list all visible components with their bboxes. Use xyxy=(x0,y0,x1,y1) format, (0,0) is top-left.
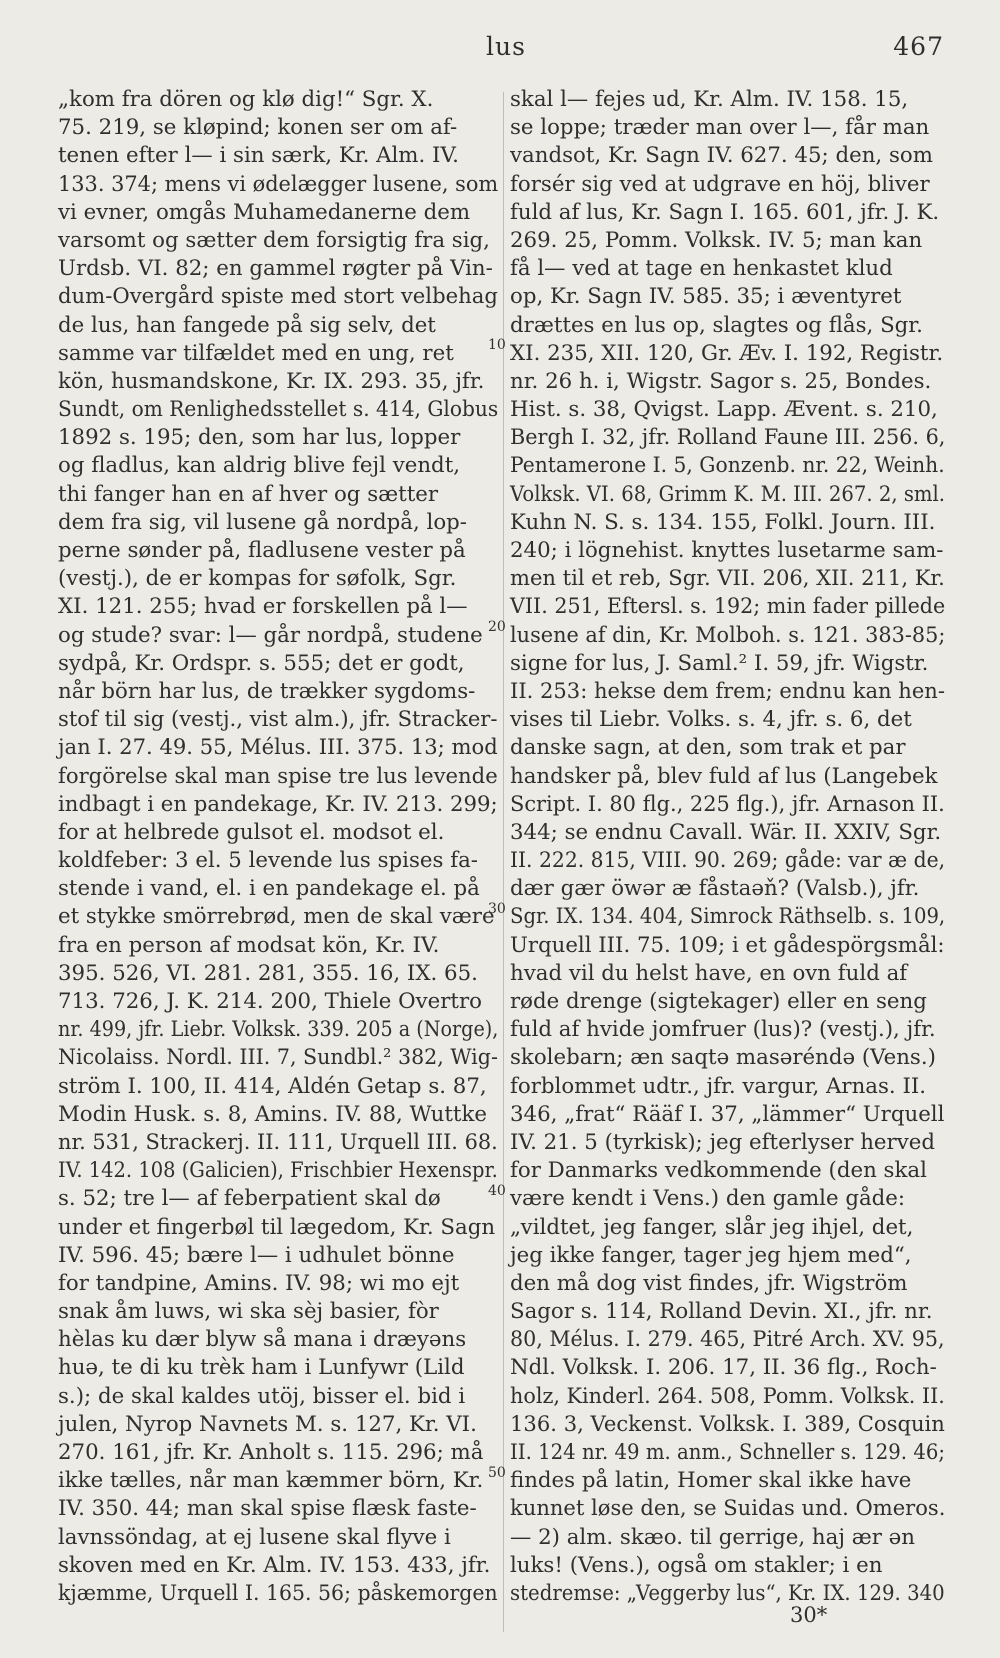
left-column xyxy=(58,86,498,1608)
text-line: 395. 526, VI. 281. 281, 355. 16, IX. 65. xyxy=(58,960,478,986)
text-line: Sundt, om Renlighedsstellet s. 414, Globus xyxy=(58,397,499,423)
text-line: 75. 219, se kløpind; konen ser om af- xyxy=(58,115,458,141)
text-line: Modin Husk. s. 8, Amins. IV. 88, Wuttke xyxy=(58,1101,487,1127)
text-line: jeg ikke fanger, tager jeg hjem med“, xyxy=(510,1242,912,1268)
text-line: holz, Kinderl. 264. 508, Pomm. Volksk. II. xyxy=(510,1383,945,1409)
text-line: 80, Mélus. I. 279. 465, Pitré Arch. XV. 95, xyxy=(510,1327,945,1353)
text-line: forgörelse skal man spise tre lus levende xyxy=(58,763,498,789)
text-line: kunnet løse den, se Suidas und. Omeros. xyxy=(510,1496,946,1522)
text-line: dem fra sig, vil lusene gå nordpå, lop- xyxy=(58,509,467,535)
text-line: huə, te di ku trèk ham i Lunfywr (Lild xyxy=(58,1355,465,1381)
text-line: fra en person af modsat kön, Kr. IV. xyxy=(58,932,440,958)
text-line: IV. 350. 44; man skal spise flæsk faste- xyxy=(58,1496,477,1522)
line-number-30: 30 xyxy=(488,901,506,917)
text-line: 270. 161, jfr. Kr. Anholt s. 115. 296; må xyxy=(58,1440,484,1465)
text-line: lusene af din, Kr. Molboh. s. 121. 383-85; xyxy=(510,622,946,648)
text-line: indbagt i en pandekage, Kr. IV. 213. 299; xyxy=(58,791,498,817)
text-line: dær gær öwər æ fåstaəň? (Valsb.), jfr. xyxy=(510,876,920,902)
text-line: nr. 499, jfr. Liebr. Volksk. 339. 205 a (Norge), xyxy=(58,1017,499,1043)
text-line: 344; se endnu Cavall. Wär. II. XXIV, Sgr. xyxy=(510,819,942,845)
text-line: Nicolaiss. Nordl. III. 7, Sundbl.² 382, Wig- xyxy=(58,1045,498,1071)
text-line: for Danmarks vedkommende (den skal xyxy=(510,1158,927,1184)
text-line: op, Kr. Sagn IV. 585. 35; i æventyret xyxy=(510,284,902,310)
page-number: 467 xyxy=(893,32,944,61)
text-line: 136. 3, Veckenst. Volksk. I. 389, Cosquin xyxy=(510,1411,945,1437)
text-line: de lus, han fangede på sig selv, det xyxy=(58,312,436,338)
text-line: IV. 142. 108 (Galicien), Frischbier Hexenspr. xyxy=(58,1158,498,1184)
text-line: under et fingerbøl til lægedom, Kr. Sagn xyxy=(58,1214,496,1240)
text-line: Script. I. 80 flg., 225 flg.), jfr. Arnason II. xyxy=(510,791,945,817)
text-line: signe for lus, J. Saml.² I. 59, jfr. Wigstr. xyxy=(510,650,929,676)
text-line: for tandpine, Amins. IV. 98; wi mo ejt xyxy=(58,1270,460,1296)
text-line: XI. 235, XII. 120, Gr. Æv. I. 192, Registr. xyxy=(510,340,944,366)
text-line: snak åm luws, wi ska sèj basier, fòr xyxy=(58,1299,439,1325)
text-line: danske sagn, at den, som trak et par xyxy=(510,735,906,761)
text-line: koldfeber: 3 el. 5 levende lus spises fa- xyxy=(58,848,478,874)
text-line: for at helbrede gulsot el. modsot el. xyxy=(58,819,445,845)
text-line: (vestj.), de er kompas for søfolk, Sgr. xyxy=(58,566,457,592)
text-line: og stude? svar: l— går nordpå, studene xyxy=(58,622,483,648)
text-line: skoven med en Kr. Alm. IV. 153. 433, jfr. xyxy=(58,1552,491,1578)
text-line: lavnssöndag, at ej lusene skal flyve i xyxy=(58,1524,451,1550)
text-line: Urdsb. VI. 82; en gammel røgter på Vin- xyxy=(58,256,493,282)
text-line: luks! (Vens.), også om stakler; i en xyxy=(510,1552,883,1578)
text-line: 133. 374; mens vi ødelægger lusene, som xyxy=(58,171,499,197)
line-number-10: 10 xyxy=(488,337,506,353)
text-line: XI. 121. 255; hvad er forskellen på l— xyxy=(58,594,468,620)
text-line: ikke tælles, når man kæmmer börn, Kr. xyxy=(58,1468,484,1494)
text-line: skal l— fejes ud, Kr. Alm. IV. 158. 15, xyxy=(510,87,909,112)
text-line: julen, Nyrop Navnets M. s. 127, Kr. VI. xyxy=(58,1411,477,1437)
text-line: IV. 21. 5 (tyrkisk); jeg efterlyser herved xyxy=(510,1129,935,1155)
text-line: stedremse: „Veggerby lus“, Kr. IX. 129. 340 xyxy=(510,1580,945,1606)
text-line: — 2) alm. skæo. til gerrige, haj ær ən xyxy=(510,1524,915,1550)
line-number-50: 50 xyxy=(488,1465,506,1481)
text-line: kön, husmandskone, Kr. IX. 293. 35, jfr. xyxy=(58,368,485,394)
text-line: Volksk. VI. 68, Grimm K. M. III. 267. 2, sml. xyxy=(510,481,946,507)
text-line: hèlas ku dær blyw så mana i dræyəns xyxy=(58,1327,467,1353)
column-divider xyxy=(503,92,504,1632)
text-line: 346, „frat“ Rääf I. 37, „lämmer“ Urquell xyxy=(510,1101,945,1127)
text-line: 713. 726, J. K. 214. 200, Thiele Overtro xyxy=(58,989,482,1014)
text-line: „kom fra dören og klø dig!“ Sgr. X. xyxy=(58,87,434,112)
text-line: 1892 s. 195; den, som har lus, lopper xyxy=(58,425,461,451)
text-line: fuld af hvide jomfruer (lus)? (vestj.), jfr. xyxy=(510,1017,936,1043)
running-head xyxy=(0,32,1000,68)
text-line: sydpå, Kr. Ordspr. s. 555; det er godt, xyxy=(58,650,465,676)
text-line: Ndl. Volksk. I. 206. 17, II. 36 flg., Roch- xyxy=(510,1355,937,1381)
running-head-title: lus xyxy=(486,32,526,61)
text-line: men til et reb, Sgr. VII. 206, XII. 211, Kr. xyxy=(510,566,945,592)
text-line: drættes en lus op, slagtes og flås, Sgr. xyxy=(510,312,923,338)
text-line: II. 124 nr. 49 m. anm., Schneller s. 129. 46; xyxy=(510,1440,946,1465)
text-line: jan I. 27. 49. 55, Mélus. III. 375. 13; mod xyxy=(58,735,498,761)
text-line: når börn har lus, de trækker sygdoms- xyxy=(58,678,476,704)
text-line: vises til Liebr. Volks. s. 4, jfr. s. 6, det xyxy=(510,707,912,733)
text-line: og fladlus, kan aldrig blive fejl vendt, xyxy=(58,453,461,479)
right-column xyxy=(510,86,945,1608)
text-line: 240; i lögnehist. knyttes lusetarme sam- xyxy=(510,538,944,563)
text-line: dum-Overgård spiste med stort velbehag xyxy=(58,284,498,310)
text-line: „vildtet, jeg fanger, slår jeg ihjel, det, xyxy=(510,1214,914,1240)
text-line: vandsot, Kr. Sagn IV. 627. 45; den, som xyxy=(510,143,933,169)
text-line: Pentamerone I. 5, Gonzenb. nr. 22, Weinh. xyxy=(510,453,945,479)
text-line: være kendt i Vens.) den gamle gåde: xyxy=(510,1186,906,1212)
text-line: findes på latin, Homer skal ikke have xyxy=(510,1468,912,1494)
line-number-40: 40 xyxy=(488,1183,506,1199)
text-line: tenen efter l— i sin særk, Kr. Alm. IV. xyxy=(58,143,459,169)
text-line: II. 253: hekse dem frem; endnu kan hen- xyxy=(510,678,945,704)
text-line: Urquell III. 75. 109; i et gådespörgsmål: xyxy=(510,932,945,958)
text-line: Sgr. IX. 134. 404, Simrock Räthselb. s. 109, xyxy=(510,904,946,930)
text-line: s. 52; tre l— af feberpatient skal dø xyxy=(58,1186,441,1212)
text-line: Hist. s. 38, Qvigst. Lapp. Ævent. s. 210, xyxy=(510,397,938,423)
text-line: nr. 26 h. i, Wigstr. Sagor s. 25, Bondes. xyxy=(510,368,932,394)
text-line: få l— ved at tage en henkastet klud xyxy=(510,256,893,282)
text-line: røde drenge (sigtekager) eller en seng xyxy=(510,989,927,1014)
text-line: ström I. 100, II. 414, Aldén Getap s. 87, xyxy=(58,1073,487,1099)
text-line: hvad vil du helst have, en ovn fuld af xyxy=(510,960,908,986)
signature-mark: 30* xyxy=(790,1603,828,1627)
text-line: stof til sig (vestj., vist alm.), jfr. Stracker- xyxy=(58,707,498,733)
text-line: Bergh I. 32, jfr. Rolland Faune III. 256. 6, xyxy=(510,425,946,451)
text-line: VII. 251, Eftersl. s. 192; min fader pillede xyxy=(510,594,946,620)
text-line: s.); de skal kaldes utöj, bisser el. bid i xyxy=(58,1383,466,1409)
text-line: II. 222. 815, VIII. 90. 269; gåde: var æ de, xyxy=(510,848,946,874)
text-line: nr. 531, Strackerj. II. 111, Urquell III. 68. xyxy=(58,1129,498,1155)
text-line: vi evner, omgås Muhamedanerne dem xyxy=(58,199,471,225)
text-line: fuld af lus, Kr. Sagn I. 165. 601, jfr. J. K. xyxy=(510,199,940,225)
text-line: handsker på, blev fuld af lus (Langebek xyxy=(510,763,938,789)
text-line: kjæmme, Urquell I. 165. 56; påskemorgen xyxy=(58,1580,498,1606)
text-line: den må dog vist findes, jfr. Wigström xyxy=(510,1270,908,1296)
text-line: se loppe; træder man over l—, får man xyxy=(510,115,930,141)
line-number-20: 20 xyxy=(488,619,506,635)
text-line: skolebarn; æn saqtə masəréndə (Vens.) xyxy=(510,1045,936,1071)
text-line: 269. 25, Pomm. Volksk. IV. 5; man kan xyxy=(510,227,923,253)
text-line: et stykke smörrebrød, men de skal være xyxy=(58,904,495,930)
text-line: IV. 596. 45; bære l— i udhulet bönne xyxy=(58,1242,455,1268)
text-line: samme var tilfældet med en ung, ret xyxy=(58,340,454,366)
text-line: Kuhn N. S. s. 134. 155, Folkl. Journ. III. xyxy=(510,509,936,535)
text-line: forblommet udtr., jfr. vargur, Arnas. II. xyxy=(510,1073,927,1099)
text-line: forsér sig ved at udgrave en höj, bliver xyxy=(510,171,930,197)
text-line: varsomt og sætter dem forsigtig fra sig, xyxy=(58,227,490,253)
text-line: thi fanger han en af hver og sætter xyxy=(58,481,439,507)
text-line: stende i vand, el. i en pandekage el. på xyxy=(58,876,480,902)
text-line: perne sønder på, fladlusene vester på xyxy=(58,538,466,563)
text-line: Sagor s. 114, Rolland Devin. XI., jfr. nr. xyxy=(510,1299,933,1325)
